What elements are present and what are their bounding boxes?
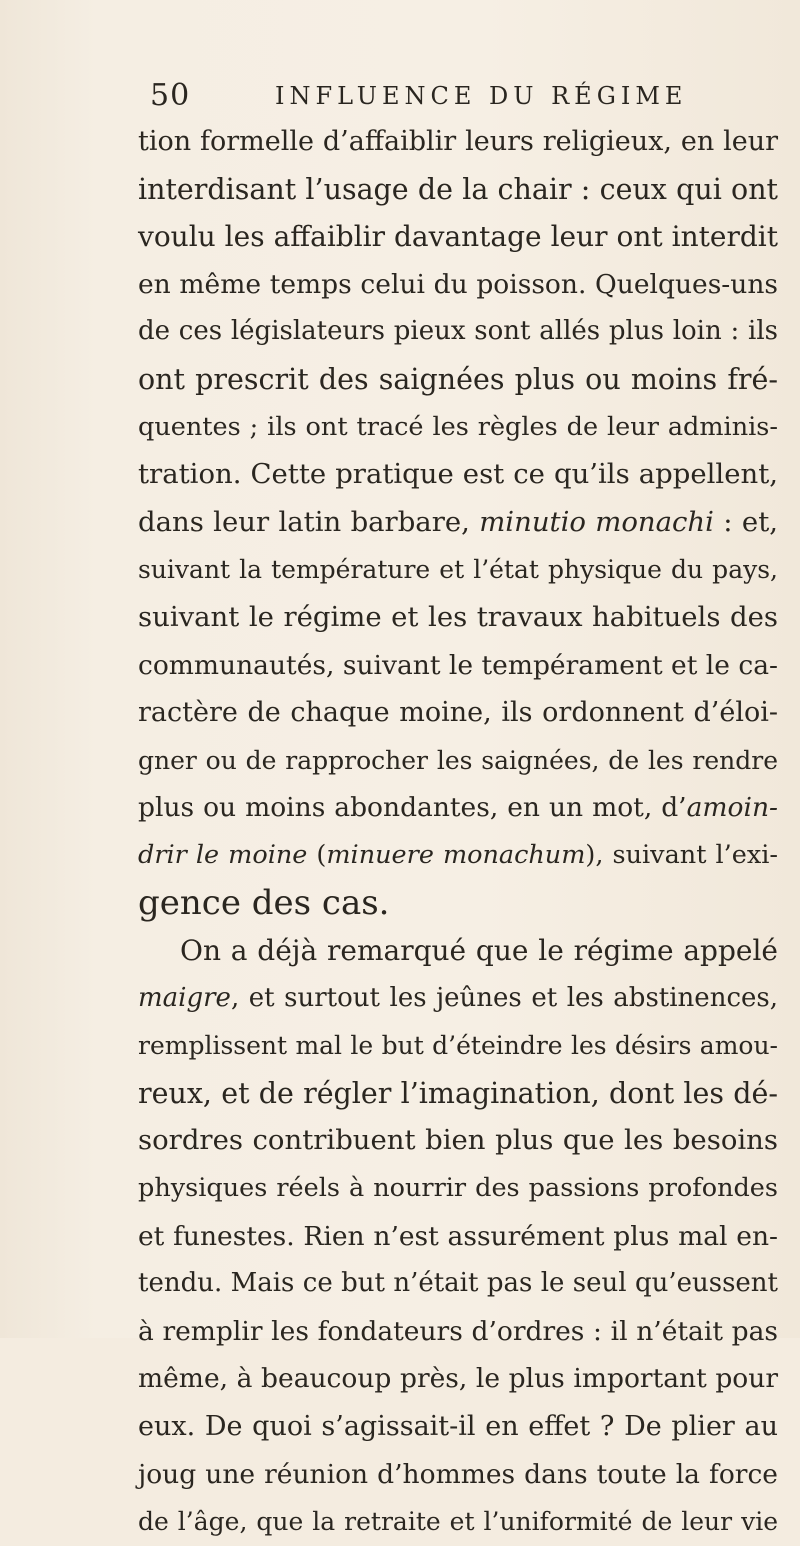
text-line: ont prescrit des saignées plus ou moins fré- [138, 362, 778, 396]
text-line: remplissent mal le but d’éteindre les désirs amou- [138, 1031, 778, 1061]
text-line: interdisant l’usage de la chair : ceux qui ont [138, 172, 778, 206]
text-line: gner ou de rapprocher les saignées, de les rendre [138, 745, 778, 775]
text-line: physiques réels à nourrir des passions profondes [138, 1173, 778, 1204]
paragraph-start-line: On a déjà remarqué que le régime appelé [180, 934, 778, 968]
text-line: même, à beaucoup près, le plus important pour [138, 1363, 778, 1395]
text-line: joug une réunion d’hommes dans toute la force [138, 1458, 778, 1490]
text-line: suivant la température et l’état physique du pays, [138, 555, 778, 585]
text-line: à remplir les fondateurs d’ordres : il n’était pas [138, 1315, 778, 1347]
body-text [138, 118, 778, 1546]
text-line: gence des cas. [138, 882, 390, 923]
text-line: reux, et de régler l’imagination, dont les dé- [138, 1076, 778, 1110]
page-number: 50 [150, 78, 191, 113]
text-line: plus ou moins abondantes, en un mot, d’amoin- [138, 792, 778, 824]
running-head [150, 78, 750, 118]
text-line: tion formelle d’affaiblir leurs religieux, en leur [138, 126, 778, 157]
running-title: INFLUENCE DU RÉGIME [275, 82, 688, 110]
text-line: dans leur latin barbare, minutio monachi : et, [138, 505, 778, 538]
text-line: drir le moine (minuere monachum), suivant l’exi- [138, 839, 778, 870]
text-line: sordres contribuent bien plus que les besoins [138, 1124, 778, 1157]
text-line: de l’âge, que la retraite et l’uniformité de leur vie [138, 1507, 778, 1537]
text-line: tendu. Mais ce but n’était pas le seul qu’eussent [138, 1268, 778, 1299]
text-line: et funestes. Rien n’est assurément plus mal en- [138, 1220, 778, 1252]
text-line: en même temps celui du poisson. Quelques-uns [138, 268, 778, 300]
text-line: maigre, et surtout les jeûnes et les abstinences, [138, 982, 778, 1013]
text-line: eux. De quoi s’agissait-il en effet ? De plier au [138, 1411, 778, 1443]
text-line: voulu les affaiblir davantage leur ont interdit [138, 220, 778, 254]
text-line: communautés, suivant le tempérament et le ca- [138, 649, 778, 681]
text-line: suivant le régime et les travaux habituels des [138, 600, 778, 633]
text-line: quentes ; ils ont tracé les règles de leur adminis- [138, 411, 778, 442]
text-line: de ces législateurs pieux sont allés plus loin : ils [138, 316, 778, 347]
text-line: tration. Cette pratique est ce qu’ils appellent, [138, 458, 778, 491]
text-line: ractère de chaque moine, ils ordonnent d’éloi- [138, 697, 778, 729]
